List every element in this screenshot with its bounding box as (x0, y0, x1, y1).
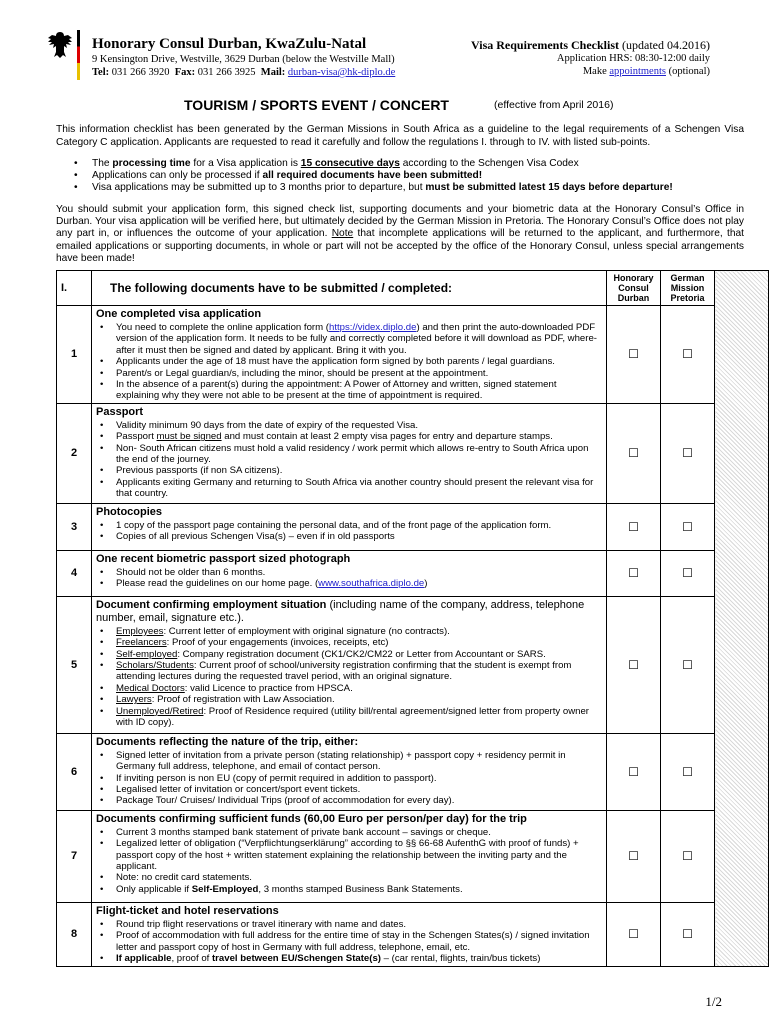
row-number: 3 (57, 503, 92, 550)
office-fax: 031 266 3925 (197, 67, 256, 78)
documents-table (56, 270, 769, 967)
section-title: Flight-ticket and hotel reservations (96, 904, 279, 917)
row-number: 5 (57, 596, 92, 733)
row-content (92, 902, 607, 966)
checkbox-honorary-consul[interactable]: ☐ (607, 902, 661, 966)
list-item: • Employees: Current letter of employment with original signature (no contracts). (96, 626, 602, 637)
table-row (57, 403, 769, 503)
list-item: • Unemployed/Retired: Proof of Residence required (utility bill/rental agreement/signed letter from property owner with ID copy). (96, 706, 602, 729)
list-item: • If inviting person is non EU (copy of permit required in addition to passport). (96, 773, 602, 784)
row-content (92, 596, 607, 733)
section-title: One completed visa application (96, 308, 262, 320)
row-content (92, 503, 607, 550)
table-row (57, 550, 769, 596)
table-row (57, 503, 769, 550)
checklist-header: Visa Requirements Checklist (updated 04.2016) Application HRS: 08:30-12:00 daily Make appointments (optional) (471, 38, 710, 77)
appointments-link[interactable]: appointments (609, 66, 666, 77)
checklist-title: Visa Requirements Checklist (471, 38, 620, 52)
list-item: • In the absence of a parent(s) during the appointment: A Power of Attorney and written, signed statement explaining why they were not able to be present at the time of appointment is required. (96, 379, 602, 402)
list-item: • Proof of accommodation with full address for the entire time of stay in the Schengen States(s) / signed invitation letter and passport copy of host in Germany with full address, telephone, email, etc. (96, 930, 602, 953)
checkbox-german-mission[interactable]: ☐ (661, 810, 715, 902)
checkbox-german-mission[interactable]: ☐ (661, 902, 715, 966)
checkbox-german-mission[interactable]: ☐ (661, 403, 715, 503)
checkbox-german-mission[interactable]: ☐ (661, 306, 715, 404)
column-german-mission: German Mission Pretoria (661, 271, 715, 306)
table-header-row (57, 271, 769, 306)
checkbox-honorary-consul[interactable]: ☐ (607, 306, 661, 404)
table-row (57, 733, 769, 810)
list-item: • Current 3 months stamped bank statement of private bank account – savings or cheque. (96, 827, 602, 838)
checkbox-german-mission[interactable]: ☐ (661, 596, 715, 733)
page-title: TOURISM / SPORTS EVENT / CONCERT (184, 97, 449, 113)
hatched-margin (715, 271, 769, 967)
list-item: • Copies of all previous Schengen Visa(s) – even if in old passports (96, 531, 602, 542)
office-name: Honorary Consul Durban, KwaZulu-Natal (92, 36, 367, 52)
list-item: • Passport must be signed and must contain at least 2 empty visa pages for entry and departure stamps. (96, 431, 602, 442)
table-row (57, 902, 769, 966)
list-item: • If applicable, proof of travel between EU/Schengen State(s) – (car rental, flights, train/bus tickets) (96, 953, 602, 964)
list-item: • Note: no credit card statements. (96, 872, 602, 883)
row-content (92, 810, 607, 902)
section-title: Photocopies (96, 505, 163, 518)
flag-bar (77, 30, 80, 80)
list-item: • Validity minimum 90 days from the date of expiry of the requested Visa. (96, 420, 602, 431)
office-phone: 031 266 3920 (111, 67, 170, 78)
list-item: • Package Tour/ Cruises/ Individual Trips (proof of accommodation for every day). (96, 795, 602, 806)
office-address: 9 Kensington Drive, Westville, 3629 Durban (below the Westville Mall) (92, 54, 395, 65)
list-item: • 1 copy of the passport page containing the personal data, and of the front page of the application form. (96, 520, 602, 531)
effective-date: (effective from April 2016) (494, 99, 614, 111)
row-number: 1 (57, 306, 92, 404)
section-title: Passport (96, 405, 144, 418)
checkbox-honorary-consul[interactable]: ☐ (607, 733, 661, 810)
row-number: 4 (57, 550, 92, 596)
list-item: • Non- South African citizens must hold a valid residency / work permit which allows re-entry to South Africa upon the end of the journey. (96, 443, 602, 466)
checkbox-honorary-consul[interactable]: ☐ (607, 403, 661, 503)
key-point: • Applications can only be processed if all required documents have been submitted! (74, 170, 673, 182)
federal-eagle-icon (46, 30, 74, 60)
table-row (57, 810, 769, 902)
list-item: • Applicants under the age of 18 must have the application form signed by both parents / legal guardians. (96, 356, 602, 367)
list-item: • Round trip flight reservations or travel itinerary with name and dates. (96, 919, 602, 930)
page-number: 1/2 (705, 994, 722, 1009)
list-item: • Parent/s or Legal guardian/s, including the minor, should be present at the appointment. (96, 368, 602, 379)
list-item: • Should not be older than 6 months. (96, 567, 602, 578)
application-hours: Application HRS: 08:30-12:00 daily (556, 53, 710, 64)
list-item: • Scholars/Students: Current proof of school/university registration confirming that the student is exempt from attending lectures during the requested travel period, with an original signature. (96, 660, 602, 683)
list-item: • Previous passports (if non SA citizens). (96, 465, 602, 476)
table-row (57, 596, 769, 733)
row-number: 6 (57, 733, 92, 810)
row-content (92, 733, 607, 810)
row-content (92, 306, 607, 404)
list-item: • You need to complete the online application form (https://videx.diplo.de) and then print the auto-downloaded PDF version of the application form. It needs to be fully and correctly completed before it will download as PDF, where-after it must then be signed and dated by applicant. Bring it with you. (96, 322, 602, 356)
videx-link[interactable]: https://videx.diplo.de (328, 322, 417, 333)
column-honorary-consul: Honorary Consul Durban (607, 271, 661, 306)
section-title: Documents reflecting the nature of the trip, either: (96, 735, 359, 748)
table-row (57, 306, 769, 404)
list-item: • Only applicable if Self-Employed, 3 months stamped Business Bank Statements. (96, 884, 602, 895)
row-content (92, 550, 607, 596)
checkbox-german-mission[interactable]: ☐ (661, 503, 715, 550)
row-number: 8 (57, 902, 92, 966)
row-number: 2 (57, 403, 92, 503)
row-content (92, 403, 607, 503)
list-item: • Freelancers: Proof of your engagements (invoices, receipts, etc) (96, 637, 602, 648)
checkbox-honorary-consul[interactable]: ☐ (607, 503, 661, 550)
checkbox-german-mission[interactable]: ☐ (661, 733, 715, 810)
list-item: • Medical Doctors: valid Licence to practice from HPSCA. (96, 683, 602, 694)
list-item: • Please read the guidelines on our home page. (www.southafrica.diplo.de) (96, 578, 602, 589)
section-title: One recent biometric passport sized photograph (96, 552, 351, 565)
checkbox-honorary-consul[interactable]: ☐ (607, 550, 661, 596)
table-heading: The following documents have to be submitted / completed: (92, 271, 607, 306)
list-item: • Lawyers: Proof of registration with Law Association. (96, 694, 602, 705)
list-item: • Applicants exiting Germany and returning to South Africa via another country should present the relevant visa for that country. (96, 477, 602, 500)
section-title: Document confirming employment situation (including name of the company, address, telephone number, email, signature etc.). (96, 598, 585, 624)
office-email-link[interactable]: durban-visa@hk-diplo.de (287, 67, 396, 78)
key-points (74, 158, 673, 194)
office-contact: Tel: 031 266 3920 Fax: 031 266 3925 Mail: durban-visa@hk-diplo.de (92, 67, 396, 78)
list-item: • Legalized letter of obligation (“Verpflichtungserklärung” according to §§ 66-68 AufenthG with proof of funds) + passport copy of the host + written statement explaining the relationship between the inviting party and the applicant. (96, 838, 602, 872)
list-item: • Self-employed: Company registration document (CK1/CK2/CM22 or Letter from Accountant or SARS. (96, 649, 602, 660)
section-roman-numeral: I. (57, 271, 92, 306)
row-number: 7 (57, 810, 92, 902)
intro-text: This information checklist has been generated by the German Missions in South Africa as a guideline to the legal requirements of a Schengen Visa Category C application. Applicants are requested to read it carefully and follow the regulations I. through to IV. with listed sub-points. (56, 124, 744, 148)
list-item: • Signed letter of invitation from a private person (stating relationship) + passport copy + residency permit in Germany full address, telephone, and email of contact person. (96, 750, 602, 773)
submission-notice: You should submit your application form, this signed check list, supporting documents and your biometric data at the Honorary Consul’s Office in Durban. Your visa application will be verified here, but ultimately decided by the German Mission in Pretoria. The Honorary Consul’s Office does not play any part in, or influences the outcome of your application. Note that incomplete applications will be returned to the applicant, and furthermore, that emailed applications or supporting documents, in whole or part will not be accepted by the office of the Honorary Consul, unless special arrangements have been made! (56, 204, 744, 264)
checkbox-honorary-consul[interactable]: ☐ (607, 810, 661, 902)
checkbox-honorary-consul[interactable]: ☐ (607, 596, 661, 733)
checkbox-german-mission[interactable]: ☐ (661, 550, 715, 596)
office-header (92, 35, 395, 79)
section-title: Documents confirming sufficient funds (60,00 Euro per person/per day) for the trip (96, 812, 527, 825)
key-point: • Visa applications may be submitted up to 3 months prior to departure, but must be submitted latest 15 days before departure! (74, 182, 673, 194)
updated-date: (updated 04.2016) (622, 38, 710, 52)
key-point: • The processing time for a Visa application is 15 consecutive days according to the Schengen Visa Codex (74, 158, 673, 170)
southafrica-diplo-link[interactable]: www.southafrica.diplo.de (318, 578, 425, 590)
list-item: • Legalised letter of invitation or concert/sport event tickets. (96, 784, 602, 795)
